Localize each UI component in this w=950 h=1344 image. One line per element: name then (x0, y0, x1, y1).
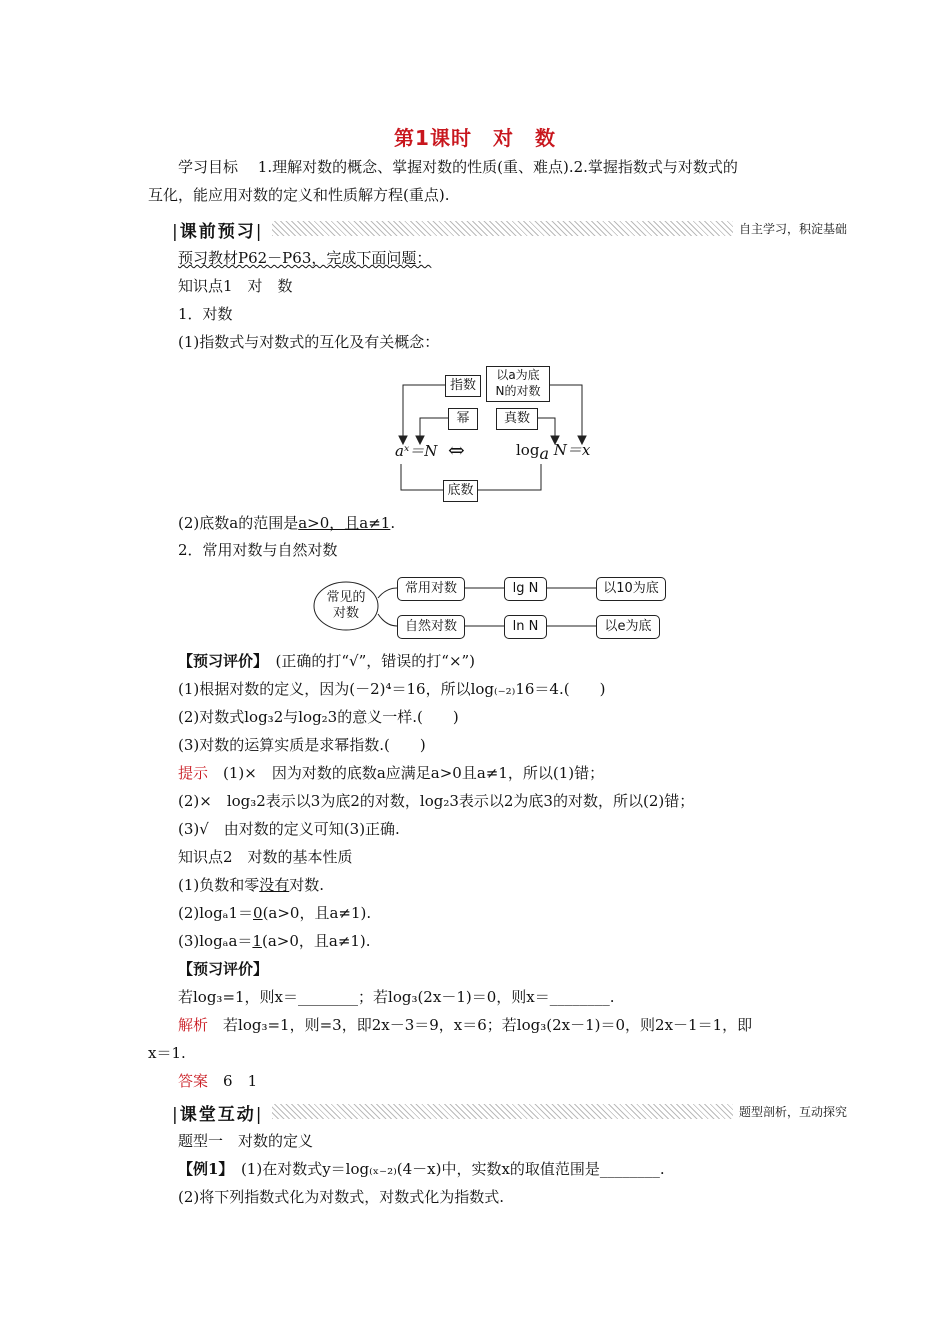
preview-evaluation-1: 【预习评价】 (正确的打“√”，错误的打“×”) (178, 652, 476, 670)
example-1-part-2: (2)将下列指数式化为对数式，对数式化为指数式. (178, 1188, 505, 1206)
learning-goal-label: 学习目标 (178, 158, 239, 176)
banner-tag: | 课前预习 | (172, 217, 263, 242)
section-log: 1．对数 (178, 305, 233, 323)
banner-subtitle: 自主学习，积淀基础 (733, 220, 847, 237)
answer-line: 答案 6 1 (178, 1072, 258, 1090)
logarithmic-equation: loga N＝x (516, 441, 591, 463)
eval2-question: 若log₃=1，则x＝________；若log₃(2x－1)＝0，则x＝________. (178, 988, 615, 1006)
eval-question-2: (2)对数式log₃2与log₂3的意义一样.( ) (178, 708, 459, 726)
base-box: 底数 (443, 480, 478, 502)
eval-question-1: (1)根据对数的定义，因为(－2)⁴＝16，所以log₍₋₂₎16＝4.( ) (178, 680, 606, 698)
analysis-line-2: x＝1. (148, 1044, 186, 1062)
exponential-equation: aˣ＝N (395, 442, 438, 460)
property-2: (2)logₐ1＝0(a>0，且a≠1). (178, 904, 372, 922)
base-e-box: 以e为底 (596, 615, 660, 639)
learning-goal-text-1: 1.理解对数的概念、掌握对数的性质(重、难点).2.掌握指数式与对数式的 (257, 158, 738, 176)
page-title: 第1课时 对 数 (394, 126, 556, 150)
section-log-conversion: (1)指数式与对数式的互化及有关概念： (178, 333, 440, 351)
base-10-box: 以10为底 (596, 577, 666, 601)
property-1: (1)负数和零没有对数. (178, 876, 325, 894)
power-box: 幂 (448, 408, 478, 430)
knowledge-point-2: 知识点2 对数的基本性质 (178, 848, 353, 866)
section-common-natural: 2．常用对数与自然对数 (178, 541, 338, 559)
base-range: (2)底数a的范围是a>0，且a≠1. (178, 514, 396, 532)
lg-n-box: lg N (504, 577, 547, 601)
hint-3: (3)√ 由对数的定义可知(3)正确. (178, 820, 400, 838)
hint-1: 提示 (1)× 因为对数的底数a应满足a>0且a≠1，所以(1)错； (178, 764, 605, 782)
ln-n-box: ln N (504, 615, 547, 639)
common-log-root: 常见的 对数 (326, 590, 366, 621)
exponent-box: 指数 (445, 375, 481, 397)
common-log-box: 常用对数 (397, 577, 465, 601)
preview-evaluation-2: 【预习评价】 (178, 960, 269, 978)
property-3: (3)logₐa＝1(a>0，且a≠1). (178, 932, 371, 950)
analysis-line-1: 解析 若log₃=1，则=3，即2x－3＝9，x＝6；若log₃(2x－1)＝0，则2x－1＝1，即 (178, 1016, 753, 1034)
example-1-part-1: 【例1】 (1)在对数式y＝log₍ₓ₋₂₎(4－x)中，实数x的取值范围是________. (178, 1160, 665, 1178)
eval-question-3: (3)对数的运算实质是求幂指数.( ) (178, 736, 426, 754)
knowledge-point-1: 知识点1 对 数 (178, 277, 293, 295)
equivalence-arrow: ⇔ (448, 438, 465, 462)
banner-tag: | 课堂互动 | (172, 1100, 263, 1125)
natural-log-box: 自然对数 (397, 615, 465, 639)
hint-2: (2)× log₃2表示以3为底2的对数，log₂3表示以2为底3的对数，所以(2)错； (178, 792, 695, 810)
type-1-title: 题型一 对数的定义 (178, 1132, 314, 1150)
preview-instruction: 预习教材P62－P63，完成下面问题： (178, 249, 432, 267)
learning-goal-line-2: 互化，能应用对数的定义和性质解方程(重点). (148, 186, 450, 204)
base-n-log-box: 以a为底 N的对数 (486, 366, 550, 402)
real-number-box: 真数 (496, 408, 538, 430)
banner-subtitle: 题型剖析，互动探究 (733, 1103, 847, 1120)
section-banner-class (172, 1100, 847, 1125)
